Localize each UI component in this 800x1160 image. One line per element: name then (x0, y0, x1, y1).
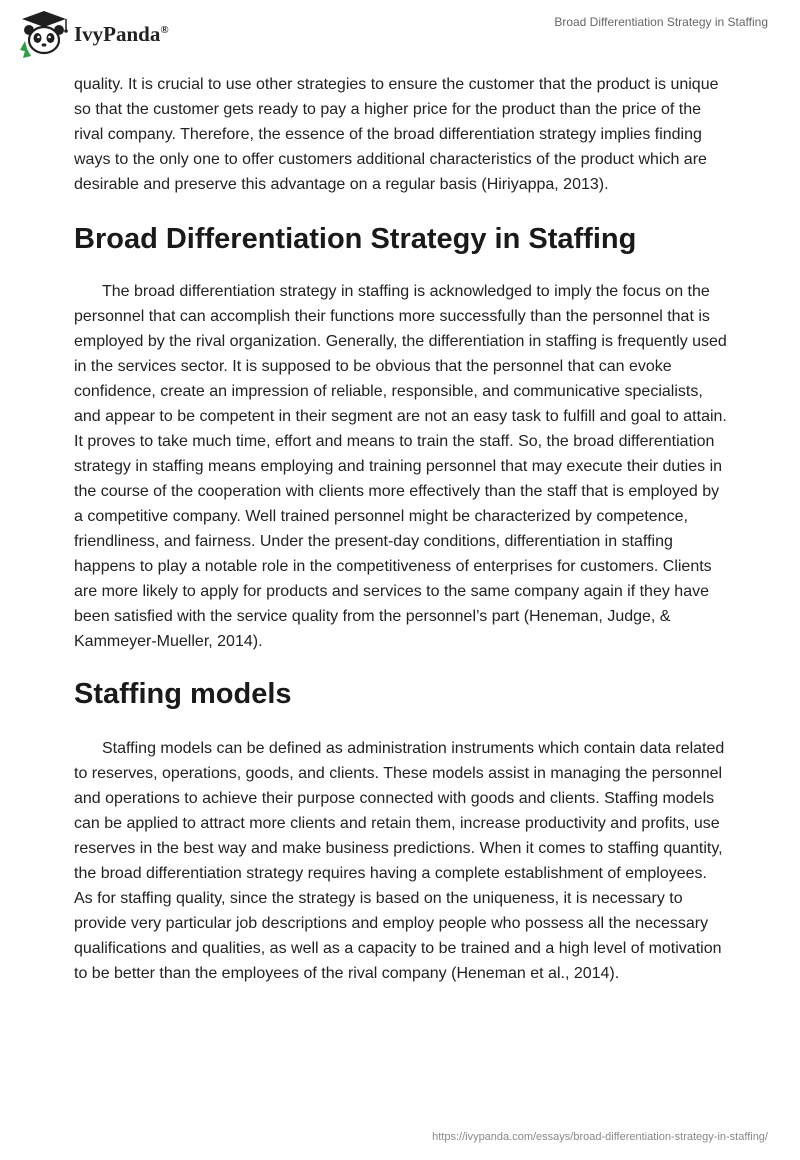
section-paragraph-differentiation: The broad differentiation strategy in staffing is acknowledged to imply the focus on the personnel that can accomplish their functions more successfully than the personnel that is employed by the rival organization. Generally, the differentiation in staffing is frequently used in the services sector. It is supposed to be obvious that the personnel that can evoke confidence, create an impression of reliable, responsible, and communicative specialists, and appear to be competent in their segment are not an easy task to fulfill and goal to attain. It proves to take much time, effort and means to train the staff. So, the broad differentiation strategy in staffing means employing and training personnel that may execute their duties in the course of the cooperation with clients more effectively than the staff that is employed by a competitive company. Well trained personnel might be characterized by competence, friendliness, and fairness. Under the present-day conditions, differentiation in staffing happens to play a notable role in the competitiveness of enterprises for customers. Clients are more likely to apply for products and services to the same company again if they have been satisfied with the service quality from the personnel’s part (Heneman, Judge, & Kammeyer-Mueller, 2014). (74, 283, 727, 650)
ivypanda-logo[interactable] (14, 10, 214, 58)
source-url[interactable]: https://ivypanda.com/essays/broad-differentiation-strategy-in-staffing/ (432, 1131, 768, 1143)
panda-graduate-icon (14, 10, 72, 58)
running-title: Broad Differentiation Strategy in Staffing (554, 15, 768, 29)
brand-name: IvyPanda® (74, 21, 169, 46)
section-paragraph-staffing-models: Staffing models can be defined as administration instruments which contain data related to reserves, operations, goods, and clients. These models assist in managing the personnel and operations to achieve their purpose connected with goods and clients. Staffing models can be applied to attract more clients and retain them, increase productivity and profits, use reserves in the best way and make business predictions. When it comes to staffing quantity, the broad differentiation strategy requires having a complete establishment of employees. As for staffing quality, since the strategy is based on the uniqueness, it is necessary to provide very particular job descriptions and employ people who possess all the necessary qualifications and qualities, as well as a capacity to be trained and a high level of motivation to be better than the employees of the rival company (Heneman et al., 2014). (74, 740, 725, 982)
article-body (74, 72, 728, 986)
section-heading-staffing-models: Staffing models (74, 678, 292, 710)
page-header (0, 0, 800, 70)
section-heading-differentiation: Broad Differentiation Strategy in Staffing (74, 223, 637, 255)
intro-paragraph: quality. It is crucial to use other strategies to ensure the customer that the product is unique so that the customer gets ready to pay a higher price for the product than the price of the rival company. Therefore, the essence of the broad differentiation strategy implies finding ways to the only one to offer customers additional characteristics of the product which are desirable and preserve this advantage on a regular basis (Hiriyappa, 2013). (74, 76, 719, 193)
